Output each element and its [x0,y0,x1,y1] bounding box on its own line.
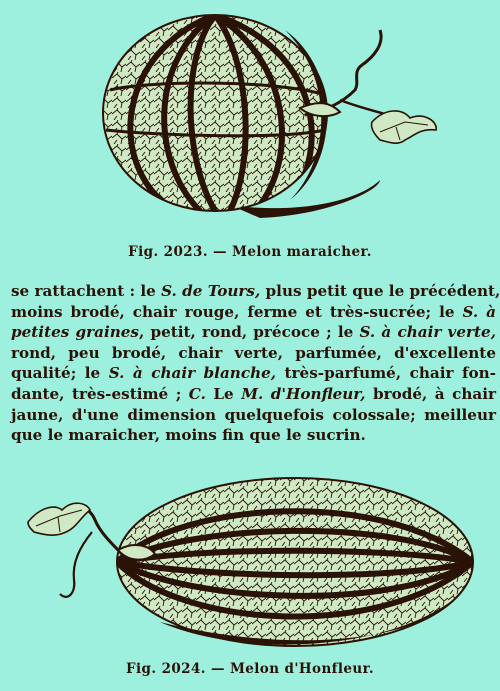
italic-run: S. à chair blanche, [108,364,277,383]
melon-maraicher-illustration [0,0,500,235]
italic-run: C. [188,384,206,403]
text-line [11,363,496,384]
italic-run: petites graines [11,323,139,342]
text-run: moins brodé, chair rouge, ferme et très-sucrée; le [11,302,463,321]
text-run: Le [205,384,242,403]
text-line [11,302,496,323]
text-run: dante, très-estimé ; [11,384,189,403]
text-line [11,425,496,446]
figure-melon-maraicher [0,0,500,235]
text-run: qualité; le [11,364,109,383]
text-run: que le maraicher, moins fin que le sucrin. [11,426,366,445]
figure-caption-2024: Fig. 2024. — Melon d'Honfleur. [126,661,374,677]
text-run: plus petit que le précédent, [260,282,500,300]
figure-melon-honfleur [0,462,500,652]
melon-honfleur-illustration [0,462,500,652]
text-line [11,405,496,426]
text-run: rond, peu brodé, chair verte, parfumée, d'excellente [11,343,496,362]
italic-run: S. à chair verte, [359,323,496,342]
text-run: se rattachent : le [11,282,162,300]
italic-run: S. de Tours, [161,282,261,300]
text-run: très-parfumé, chair fon- [276,364,496,383]
text-line [11,322,496,343]
text-run: jaune, d'une dimension quelquefois colossale; meilleur [11,405,496,424]
italic-run: M. d'Honfleur, [241,384,366,403]
italic-run: S. à [462,302,496,321]
text-run: brodé, à chair [365,384,497,403]
text-line [11,281,500,302]
body-text [11,281,500,446]
text-run: , petit, rond, précoce ; le [138,323,360,342]
figure-caption-2023: Fig. 2023. — Melon maraicher. [128,244,372,260]
text-line [11,343,496,364]
text-line [11,384,496,405]
